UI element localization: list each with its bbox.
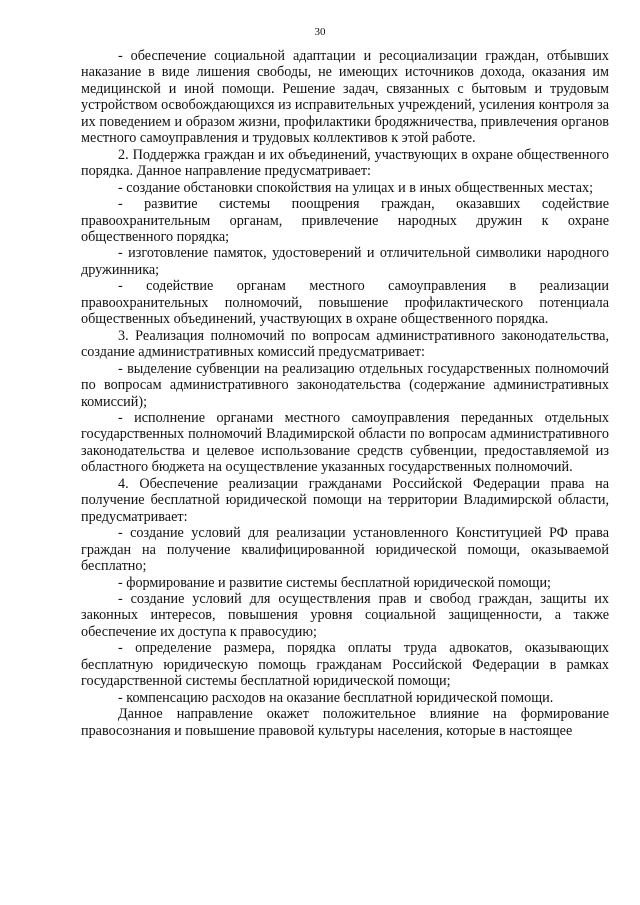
paragraph: - создание условий для реализации установленного Конституцией РФ права граждан на получение квалифицированной юридической помощи, оказываемой бесплатно;	[81, 525, 609, 575]
paragraph: - формирование и развитие системы бесплатной юридической помощи;	[118, 574, 551, 591]
paragraph: - определение размера, порядка оплаты труда адвокатов, оказывающих бесплатную юридическую помощь гражданам Российской Федерации в рамках государственной системы бесплатной юридической помощи;	[81, 640, 609, 690]
paragraph: 2. Поддержка граждан и их объединений, участвующих в охране общественного порядка. Данное направление предусматривает:	[81, 146, 609, 180]
paragraph: - компенсацию расходов на оказание бесплатной юридической помощи.	[118, 689, 554, 706]
paragraph: - развитие системы поощрения граждан, оказавших содействие правоохранительным органам, привлечение народных дружин к охране общественного порядка;	[81, 196, 609, 245]
paragraph: 4. Обеспечение реализации гражданами Российской Федерации права на получение бесплатной юридической помощи на территории Владимирской области, предусматривает:	[81, 475, 609, 525]
paragraph: - исполнение органами местного самоуправления переданных отдельных государственных полномочий Владимирской области по вопросам административного законодательства и целевое использование средств субвенции, предоставляемой из областного бюджета на осуществление указанных государственных полномочий.	[81, 409, 609, 476]
paragraph: - обеспечение социальной адаптации и ресоциализации граждан, отбывших наказание в виде лишения свободы, не имеющих источников дохода, оказания им медицинской и иной помощи. Решение задач, связанных с бытовым и трудовым устройством освобождающихся из исправительных учреждений, усиления контроля за их поведением и образом жизни, профилактики бродяжничества, привлечения органов местного самоуправления и трудовых коллективов к этой работе.	[81, 48, 609, 147]
paragraph: - выделение субвенции на реализацию отдельных государственных полномочий по вопросам административного законодательства (содержание административных комиссий);	[81, 360, 609, 410]
paragraph: - создание условий для осуществления прав и свобод граждан, защиты их законных интересов, повышения уровня социальной защищенности, а также обеспечение их доступа к правосудию;	[81, 590, 609, 640]
page-number: 30	[314, 26, 326, 38]
paragraph: - изготовление памяток, удостоверений и отличительной символики народного дружинника;	[81, 245, 609, 278]
paragraph: Данное направление окажет положительное влияние на формирование правосознания и повышение правовой культуры населения, которые в настоящее	[81, 706, 609, 739]
paragraph: - создание обстановки спокойствия на улицах и в иных общественных местах;	[118, 179, 594, 196]
paragraph: 3. Реализация полномочий по вопросам административного законодательства, создание административных комиссий предусматривает:	[81, 327, 609, 361]
body-text	[81, 48, 609, 739]
paragraph: - содействие органам местного самоуправления в реализации правоохранительных полномочий, повышение профилактического потенциала общественных объединений, участвующих в охране общественного порядка.	[81, 278, 609, 328]
